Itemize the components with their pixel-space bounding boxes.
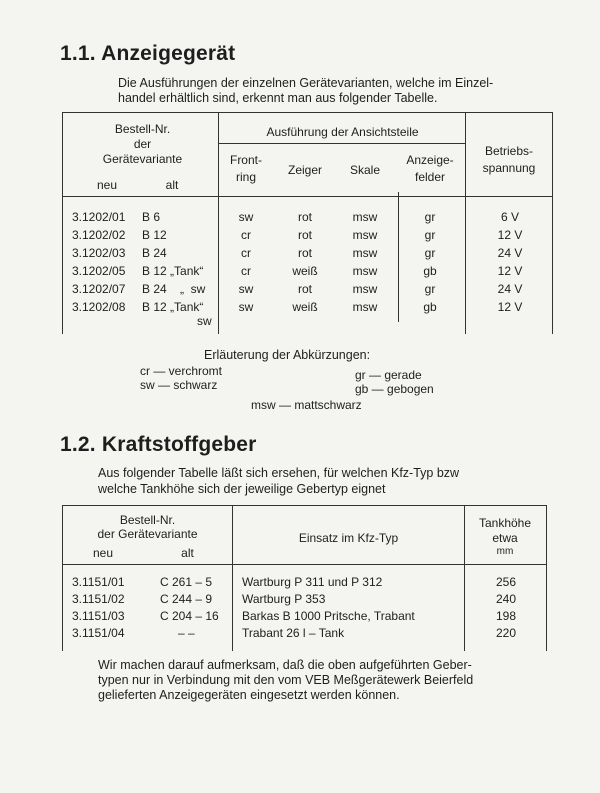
legend-gr: gr — gerade [355, 368, 422, 382]
t1-cell-front: sw [238, 282, 254, 296]
section1-intro-line1: Die Ausführungen der einzelnen Gerätevarianten, welche im Einzel- [118, 76, 494, 90]
t2-cell-einsatz: Wartburg P 311 und P 312 [242, 575, 383, 589]
footer-line1: Wir machen darauf aufmerksam, daß die oben aufgeführten Geber- [98, 658, 472, 672]
t1-cell-volt: 6 V [500, 210, 519, 224]
t2-cell-einsatz: Wartburg P 353 [242, 592, 326, 606]
table2-divider-2 [464, 505, 465, 651]
t1-cell-volt: 12 V [497, 264, 523, 278]
t1-cell-zeiger: weiß [292, 300, 318, 314]
section2-intro-line1: Aus folgender Tabelle läßt sich ersehen, für welchen Kfz-Typ bzw [98, 466, 460, 480]
t2-cell-tank: 240 [495, 592, 517, 606]
legend-msw: msw — mattschwarz [251, 398, 362, 412]
t2-cell-einsatz: Trabant 26 l – Tank [242, 626, 345, 640]
legend-cr: cr — verchromt [140, 364, 223, 378]
t1-cell-zeiger: rot [297, 210, 312, 224]
t1-cell-zeiger: weiß [292, 264, 318, 278]
table1-divider-1 [218, 112, 219, 334]
t2-cell-einsatz: Barkas B 1000 Pritsche, Trabant [242, 609, 415, 623]
t2-cell-tank: 198 [495, 609, 517, 623]
footer-line3: gelieferten Anzeigegeräten eingesetzt werden können. [98, 688, 400, 702]
t1-cell-front: sw [238, 300, 254, 314]
t2-cell-neu: 3.1151/01 [72, 575, 125, 589]
table2-top-border [62, 505, 546, 506]
t2-cell-neu: 3.1151/02 [72, 592, 125, 606]
t1-cell-neu: 3.1202/08 [72, 300, 126, 314]
t1-cell-neu: 3.1202/07 [72, 282, 126, 296]
t1-cell-skale: msw [352, 246, 378, 260]
t1-cell-zeiger: rot [297, 282, 312, 296]
t2-cell-alt: C 261 – 5 [160, 575, 213, 589]
t2-cell-tank: 220 [495, 626, 517, 640]
table2-right-border [546, 505, 547, 651]
t1-head-bestell-1: Bestell-Nr. [114, 122, 171, 136]
legend-sw: sw — schwarz [140, 378, 218, 392]
t1-cell-skale: msw [352, 228, 378, 242]
t2-head-tank-3: mm [496, 546, 514, 557]
table2-header-line [62, 564, 546, 565]
section2-title: 1.2. Kraftstoffgeber [60, 433, 257, 456]
section2-intro-line2: welche Tankhöhe sich der jeweilige Gebertyp eignet [98, 482, 386, 496]
t1-cell-skale: msw [352, 282, 378, 296]
t1-head-ausfuehrung: Ausführung der Ansichtsteile [266, 125, 419, 139]
t1-cell-felder: gr [424, 210, 436, 224]
table1-divider-2 [465, 112, 466, 334]
t2-cell-alt: – – [178, 626, 195, 640]
t2-head-einsatz: Einsatz im Kfz-Typ [298, 531, 399, 545]
section1-title: 1.1. Anzeigegerät [60, 42, 236, 65]
t1-cell-skale: msw [352, 300, 378, 314]
t1-head-alt: alt [165, 178, 179, 192]
t1-head-betrieb-1: Betriebs- [484, 144, 534, 158]
t1-cell-front: sw [238, 210, 254, 224]
table1-divider-3 [398, 192, 399, 322]
t2-cell-alt: C 204 – 16 [160, 609, 219, 623]
t1-head-anzeigefelder-1: Anzeige- [406, 153, 454, 167]
t2-cell-tank: 256 [495, 575, 517, 589]
t2-cell-neu: 3.1151/03 [72, 609, 125, 623]
t1-cell-volt: 12 V [497, 228, 523, 242]
t1-cell-alt: B 24 [142, 246, 167, 260]
table1-subhead-line [218, 143, 465, 144]
t1-cell-zeiger: rot [297, 246, 312, 260]
table2-divider-1 [232, 505, 233, 651]
t2-head-bestell-1: Bestell-Nr. [119, 513, 176, 527]
t1-cell-alt: B 24 „ sw [142, 282, 206, 296]
t1-cell-alt: B 12 „Tank“ [142, 300, 204, 314]
t1-cell-felder: gb [423, 264, 437, 278]
t1-head-skale: Skale [349, 163, 381, 177]
t1-cell-front: cr [241, 264, 251, 278]
t1-cell-neu: 3.1202/02 [72, 228, 126, 242]
t2-head-alt: alt [181, 546, 194, 560]
t1-cell-felder: gb [423, 300, 437, 314]
t1-cell-felder: gr [424, 282, 436, 296]
t1-cell-zeiger: rot [297, 228, 312, 242]
t1-cell-felder: gr [424, 228, 436, 242]
t1-cell-volt: 24 V [497, 246, 523, 260]
t1-head-bestell-3: Gerätevariante [102, 152, 183, 166]
t1-head-zeiger: Zeiger [287, 163, 322, 177]
t1-head-betrieb-2: spannung [482, 161, 536, 175]
t1-cell-alt: B 6 [142, 210, 161, 224]
table1-top-border [62, 112, 552, 113]
t1-cell-felder: gr [424, 246, 436, 260]
t1-cell-front: cr [241, 228, 251, 242]
t1-cell-skale: msw [352, 210, 378, 224]
section1-intro-line2: handel erhältlich sind, erkennt man aus folgender Tabelle. [118, 91, 438, 105]
legend-title: Erläuterung der Abkürzungen: [204, 348, 371, 362]
t1-row-extra: sw [197, 314, 212, 328]
legend-gb: gb — gebogen [355, 382, 434, 396]
t1-cell-neu: 3.1202/03 [72, 246, 126, 260]
t1-cell-alt: B 12 [142, 228, 167, 242]
t1-cell-volt: 24 V [497, 282, 523, 296]
t1-cell-neu: 3.1202/05 [72, 264, 126, 278]
table2-left-border [62, 505, 63, 651]
t2-head-neu: neu [92, 546, 114, 560]
t2-head-tank-1: Tankhöhe [478, 516, 532, 530]
t1-cell-neu: 3.1202/01 [72, 210, 126, 224]
t1-cell-skale: msw [352, 264, 378, 278]
t1-head-frontring-1: Front- [229, 153, 262, 167]
t1-cell-volt: 12 V [497, 300, 523, 314]
t1-head-frontring-2: ring [235, 170, 256, 184]
t2-head-tank-2: etwa [492, 531, 518, 545]
table1-right-border [552, 112, 553, 334]
t1-cell-alt: B 12 „Tank“ [142, 264, 204, 278]
t1-cell-front: cr [241, 246, 251, 260]
footer-line2: typen nur in Verbindung mit den vom VEB Meßgerätewerk Beierfeld [98, 673, 474, 687]
t2-cell-neu: 3.1151/04 [72, 626, 125, 640]
t2-cell-alt: C 244 – 9 [160, 592, 213, 606]
t2-head-bestell-2: der Gerätevariante [97, 527, 198, 541]
table1-left-border [62, 112, 63, 334]
t1-head-bestell-2: der [133, 137, 152, 151]
t1-head-anzeigefelder-2: felder [414, 170, 446, 184]
t1-head-neu: neu [96, 178, 118, 192]
table1-header-line [62, 196, 552, 197]
